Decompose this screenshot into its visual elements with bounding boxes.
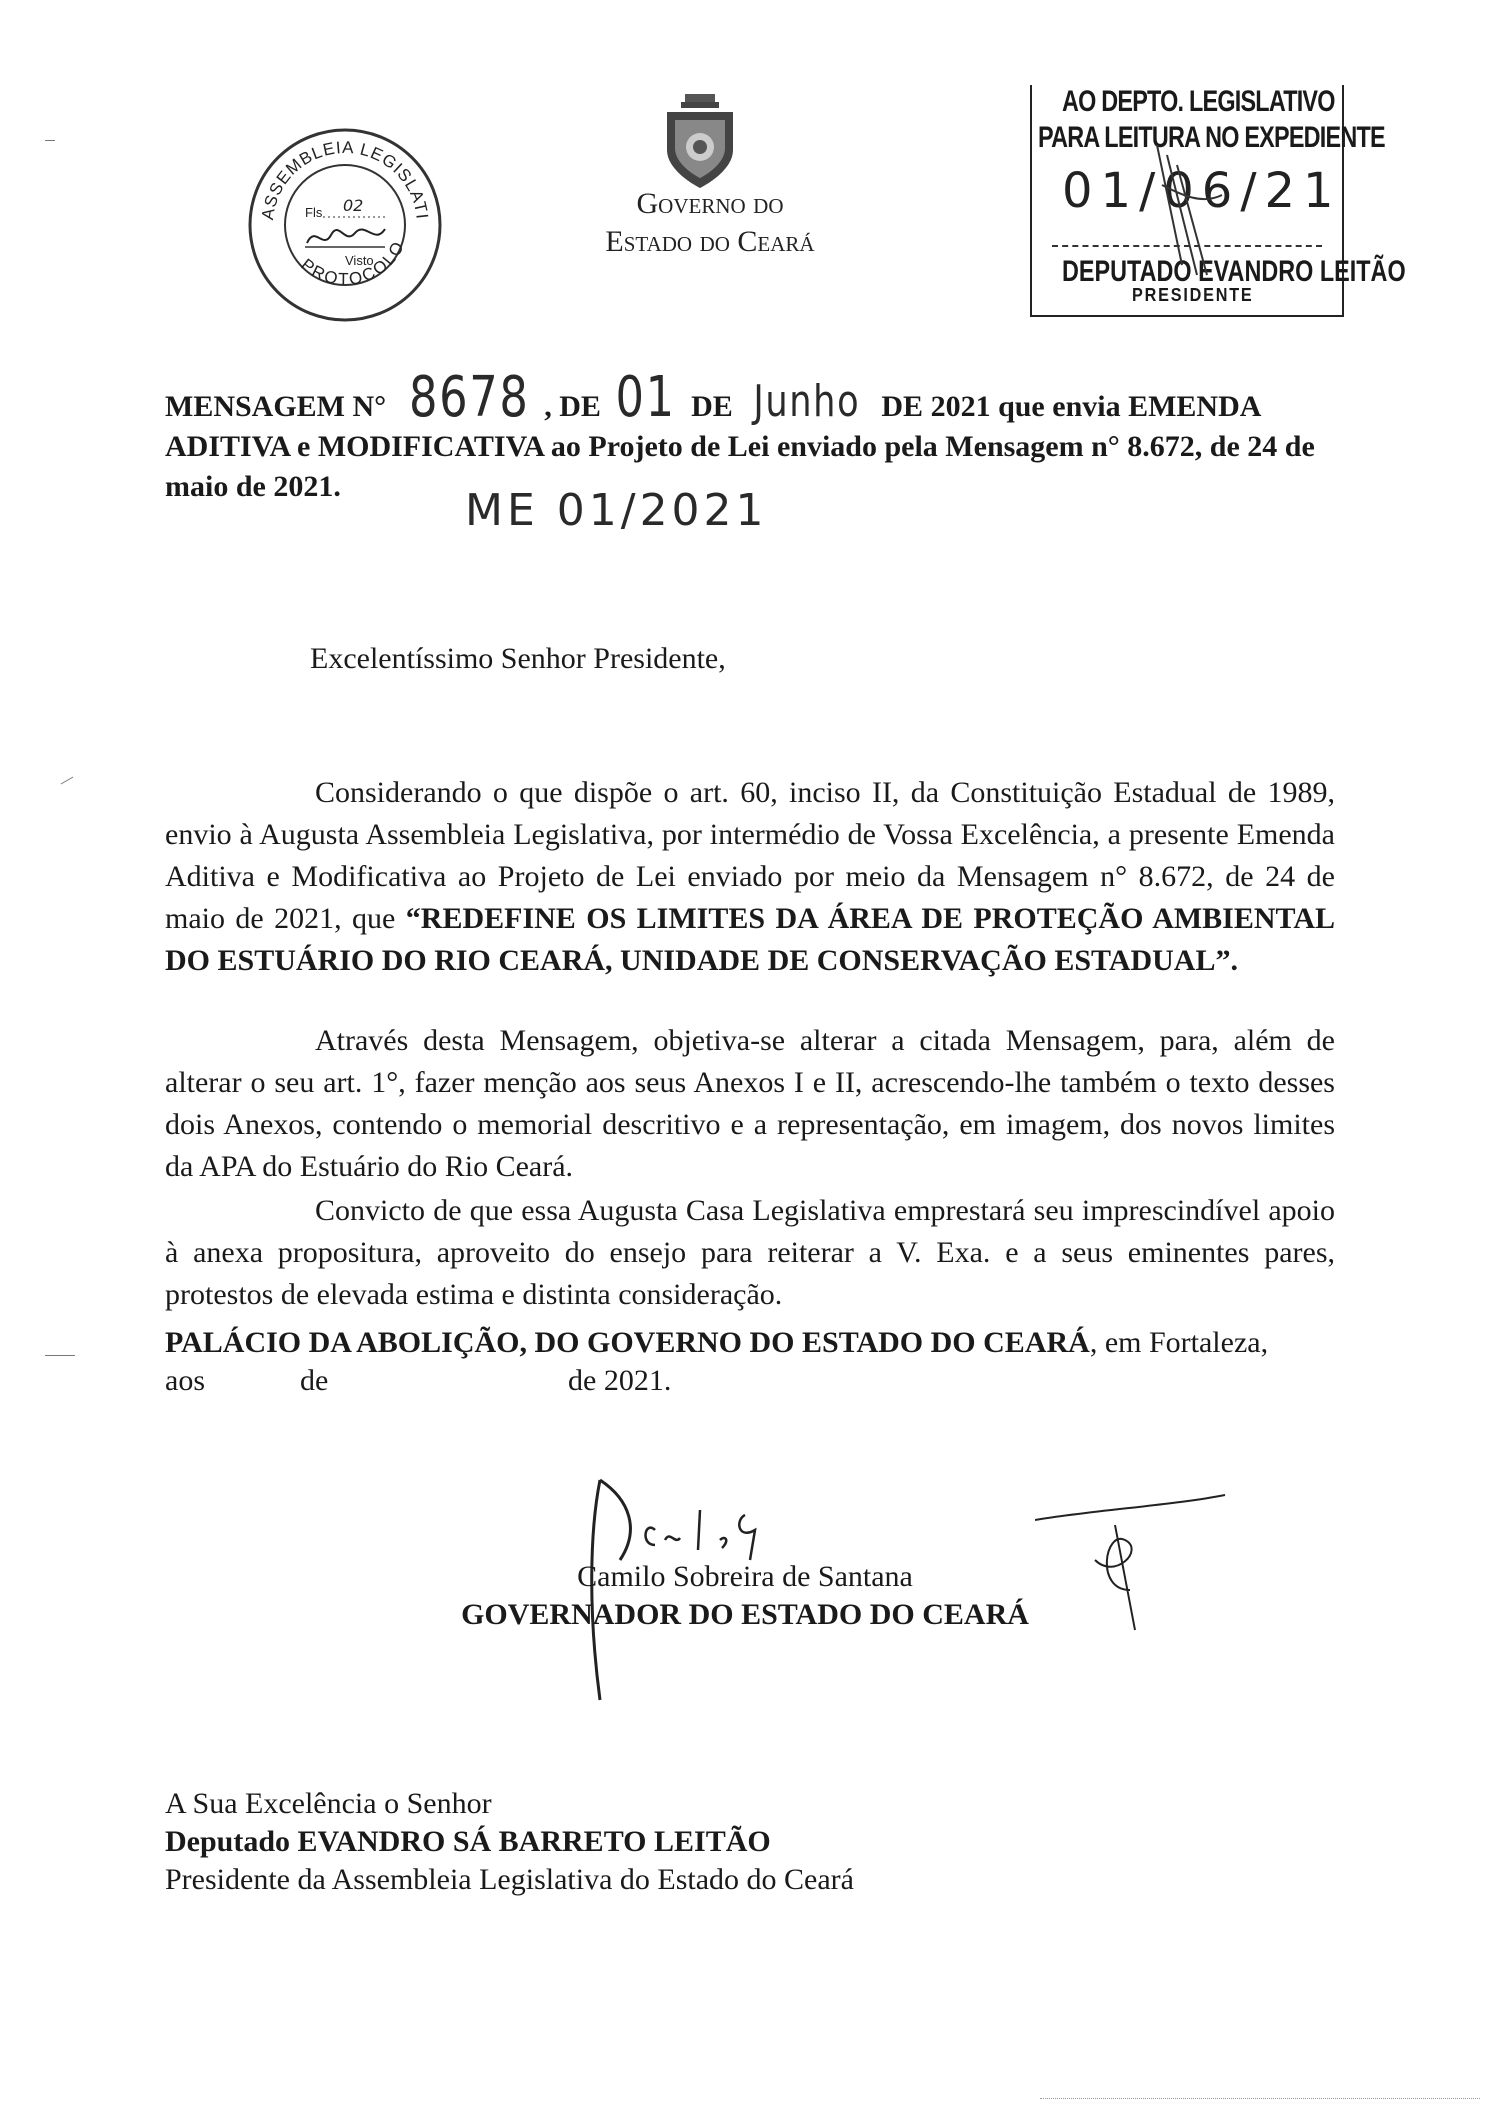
closing-aos: aos <box>165 1364 205 1397</box>
closing-year: de 2021. <box>568 1364 672 1397</box>
message-number: 8678 <box>408 365 530 430</box>
receipt-date: 01/06/21 <box>1062 163 1342 219</box>
paragraph-1-bold: “REDEFINE OS LIMITES DA ÁREA DE PROTEÇÃO AMBIENTAL DO ESTUÁRIO DO RIO CEARÁ, UNIDADE DE CONSERVAÇÃO ESTADUAL”. <box>165 902 1335 977</box>
stamp-ring-text: ASSEMBLEIA LEGISLATI <box>258 137 432 222</box>
message-day: 01 <box>615 365 677 430</box>
svg-text:ASSEMBLEIA LEGISLATIVA DO CEAR <box>245 125 432 221</box>
scan-mark <box>45 1355 75 1356</box>
addressee-line3: Presidente da Assembleia Legislativa do Estado do Ceará <box>165 1863 854 1896</box>
addressee-block <box>165 1785 854 1899</box>
state-crest-icon <box>655 92 745 192</box>
protocol-stamp-graphic <box>245 125 445 325</box>
salutation: Excelentíssimo Senhor Presidente, <box>310 642 726 675</box>
stamp-initials-scribble <box>307 229 385 243</box>
stamp-bottom-text: PROTOCOLO <box>297 237 409 289</box>
gov-line1: Governo do <box>636 187 784 220</box>
paragraph-3: Convicto de que essa Augusta Casa Legislativa emprestará seu imprescindível apoio à anexa propositura, aproveito do ensejo para reiterar a V. Exa. e a seus eminentes pares, protestos de elevada estima e distinta consideração. <box>165 1194 1335 1311</box>
receipt-role: PRESIDENTE <box>1132 285 1254 305</box>
receipt-stamp <box>1030 85 1406 317</box>
scan-mark <box>1040 2098 1480 2099</box>
closing-de: de <box>300 1364 329 1397</box>
addressee-line1: A Sua Excelência o Senhor <box>165 1787 492 1820</box>
stamp-fls-label: Fls <box>305 205 323 220</box>
addressee-line2: Deputado EVANDRO SÁ BARRETO LEITÃO <box>165 1825 771 1858</box>
receipt-signature-scribble <box>1152 145 1232 285</box>
scan-mark <box>61 777 74 785</box>
government-title <box>560 185 860 261</box>
message-rest: DE 2021 que envia EMENDA ADITIVA e MODIFICATIVA ao Projeto de Lei enviado pela Mensagem n° 8.672, de 24 de maio de 2021. <box>165 390 1315 503</box>
protocol-stamp <box>245 125 445 325</box>
paragraph-1 <box>165 772 1335 982</box>
handwritten-reference: ME 01/2021 <box>465 485 768 536</box>
signer-block <box>445 1558 1045 1634</box>
receipt-name: DEPUTADO EVANDRO LEITÃO <box>1062 255 1406 288</box>
scan-mark <box>45 140 55 141</box>
message-month: Junho <box>753 376 861 427</box>
receipt-line1: AO DEPTO. LEGISLATIVO <box>1062 85 1335 118</box>
paragraph-2: Através desta Mensagem, objetiva-se alterar a citada Mensagem, para, além de alterar o seu art. 1°, fazer menção aos seus Anexos I e II, acrescendo-lhe também o texto desses dois Anexos, contendo o memorial descritivo e a representação, em imagem, dos novos limites da APA do Estuário do Rio Ceará. <box>165 1024 1335 1183</box>
stamp-visto-label: Visto <box>345 253 374 268</box>
message-de1: , DE <box>544 390 601 423</box>
message-de2: DE <box>691 390 733 423</box>
secondary-signature <box>1035 1490 1235 1640</box>
gov-line2: Estado do Ceará <box>605 225 815 258</box>
closing-rest: , em Fortaleza, <box>1089 1326 1269 1359</box>
message-prefix: MENSAGEM N° <box>165 390 387 423</box>
stamp-fls-value: 02 <box>343 196 364 215</box>
signer-name: Camilo Sobreira de Santana <box>577 1560 913 1593</box>
closing-place <box>165 1322 1335 1364</box>
receipt-line2: PARA LEITURA NO EXPEDIENTE <box>1038 121 1385 154</box>
paragraph-1-text: Considerando o que dispõe o art. 60, inciso II, da Constituição Estadual de 1989, envio à Augusta Assembleia Legislativa, por intermédio de Vossa Excelência, a presente Emenda Aditiva e Modificativa ao Projeto de Lei enviado por meio da Mensagem n° 8.672, de 24 de maio de 2021, que <box>165 776 1335 935</box>
closing-bold: PALÁCIO DA ABOLIÇÃO, DO GOVERNO DO ESTADO DO CEARÁ <box>165 1326 1090 1359</box>
signer-title: GOVERNADOR DO ESTADO DO CEARÁ <box>461 1598 1029 1631</box>
